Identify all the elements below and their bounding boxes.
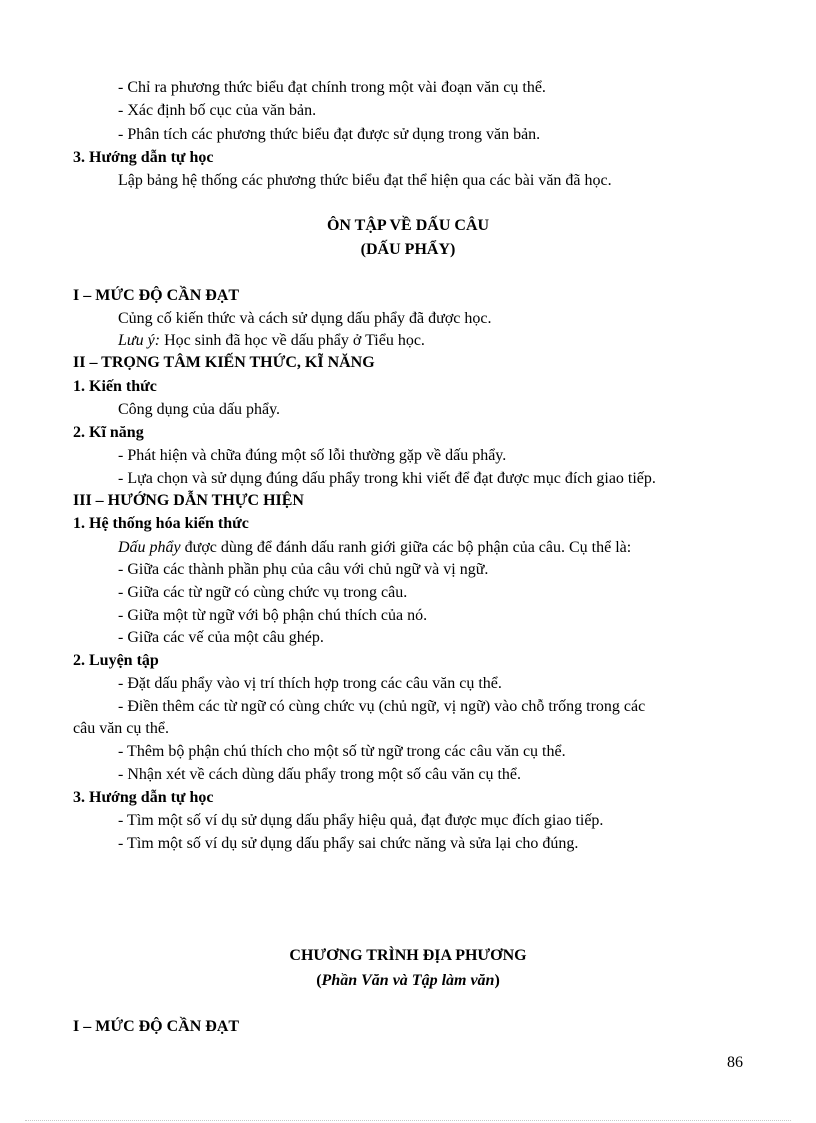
subtitle-close-paren: ) — [494, 972, 500, 989]
bullet-structure: - Xác định bố cục của văn bản. — [118, 102, 317, 119]
knowledge-text: Công dụng của dấu phẩy. — [118, 401, 281, 418]
system-item-4: - Giữa các vế của một câu ghép. — [118, 629, 324, 646]
section-1-text: Củng cố kiến thức và cách sử dụng dấu phẩy đã được học. — [118, 310, 492, 327]
practice-item-4: - Nhận xét về cách dùng dấu phẩy trong một số câu văn cụ thể. — [118, 766, 521, 783]
system-heading: 1. Hệ thống hóa kiến thức — [73, 515, 249, 532]
note-line — [0, 330, 816, 352]
next-section-1-heading: I – MỨC ĐỘ CẦN ĐẠT — [73, 1018, 240, 1035]
practice-item-2-cont: câu văn cụ thể. — [73, 720, 169, 737]
skill-item-2: - Lựa chọn và sử dụng đúng dấu phẩy trong khi viết để đạt được mục đích giao tiếp. — [118, 470, 656, 487]
practice-heading: 2. Luyện tập — [73, 652, 159, 669]
note-text: Học sinh đã học về dấu phẩy ở Tiểu học. — [160, 332, 425, 349]
self-study-text: Lập bảng hệ thống các phương thức biểu đạt thể hiện qua các bài văn đã học. — [118, 172, 612, 189]
comma-term: Dấu phẩy — [118, 539, 181, 556]
next-lesson-subtitle — [0, 970, 816, 992]
bottom-dotted-rule — [25, 1120, 791, 1121]
self-study-heading: 3. Hướng dẫn tự học — [73, 149, 214, 166]
skill-item-1: - Phát hiện và chữa đúng một số lỗi thường gặp về dấu phẩy. — [118, 447, 507, 464]
system-intro-text: được dùng để đánh dấu ranh giới giữa các bộ phận của câu. Cụ thể là: — [180, 539, 632, 556]
practice-item-2: - Điền thêm các từ ngữ có cùng chức vụ (chủ ngữ, vị ngữ) vào chỗ trống trong các — [118, 698, 646, 715]
lesson-title: ÔN TẬP VỀ DẤU CÂU — [326, 217, 490, 234]
subtitle-open-paren: ( — [316, 972, 322, 989]
bullet-main-method: - Chỉ ra phương thức biểu đạt chính trong một vài đoạn văn cụ thể. — [118, 79, 546, 96]
practice-item-3: - Thêm bộ phận chú thích cho một số từ ngữ trong các câu văn cụ thể. — [118, 743, 566, 760]
study-heading: 3. Hướng dẫn tự học — [73, 789, 214, 806]
practice-item-1: - Đặt dấu phẩy vào vị trí thích hợp trong các câu văn cụ thể. — [118, 675, 502, 692]
next-lesson-title: CHƯƠNG TRÌNH ĐỊA PHƯƠNG — [289, 947, 527, 964]
note-label: Lưu ý: — [118, 332, 161, 349]
study-item-2: - Tìm một số ví dụ sử dụng dấu phẩy sai chức năng và sửa lại cho đúng. — [118, 835, 579, 852]
page-number: 86 — [727, 1054, 743, 1071]
study-item-1: - Tìm một số ví dụ sử dụng dấu phẩy hiệu quả, đạt được mục đích giao tiếp. — [118, 812, 604, 829]
subtitle-text: Phần Văn và Tập làm văn — [321, 972, 495, 989]
lesson-subtitle: (DẤU PHẨY) — [360, 241, 456, 258]
skill-heading: 2. Kĩ năng — [73, 424, 144, 441]
system-intro — [0, 537, 816, 559]
system-item-2: - Giữa các từ ngữ có cùng chức vụ trong câu. — [118, 584, 408, 601]
system-item-3: - Giữa một từ ngữ với bộ phận chú thích của nó. — [118, 607, 428, 624]
section-1-heading: I – MỨC ĐỘ CẦN ĐẠT — [73, 287, 240, 304]
section-2-heading: II – TRỌNG TÂM KIẾN THỨC, KĨ NĂNG — [73, 354, 375, 371]
system-item-1: - Giữa các thành phần phụ của câu với chủ ngữ và vị ngữ. — [118, 561, 489, 578]
section-3-heading: III – HƯỚNG DẪN THỰC HIỆN — [73, 492, 304, 509]
bullet-analysis: - Phân tích các phương thức biểu đạt được sử dụng trong văn bản. — [118, 126, 541, 143]
knowledge-heading: 1. Kiến thức — [73, 378, 157, 395]
